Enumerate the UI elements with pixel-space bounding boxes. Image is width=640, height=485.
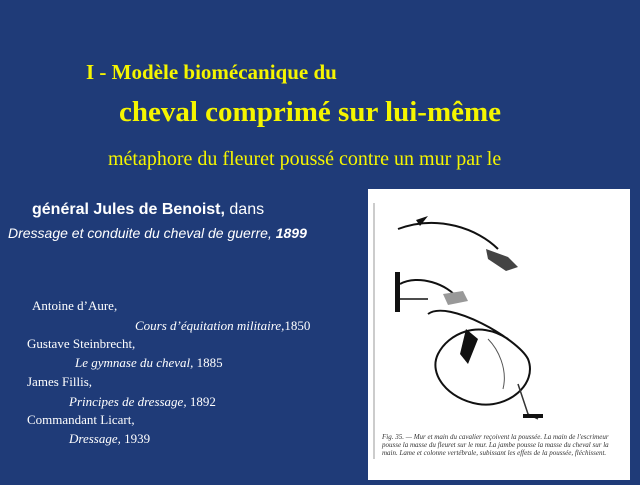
ref-work-1 [135, 318, 310, 334]
author-dans: dans [224, 201, 265, 218]
slide-title-line2: cheval comprimé sur lui-même [119, 96, 502, 128]
figure-illustration [368, 189, 630, 480]
ref-author-4: Commandant Licart, [27, 412, 135, 427]
ref-year-3: 1892 [186, 394, 216, 409]
slide-subtitle: métaphore du fleuret poussé contre un mur par le [108, 148, 502, 170]
horse-loop [428, 311, 530, 405]
upper-arc [398, 223, 498, 249]
hand-icon [486, 249, 518, 271]
slide-title-line1: I - Modèle biomécanique du [86, 60, 337, 84]
hand-middle-icon [443, 291, 468, 305]
ref-work-2 [75, 355, 223, 371]
ref-title-3: Principes de dressage, [69, 394, 187, 409]
ref-year-2: 1885 [193, 355, 223, 370]
ref-author-1: Antoine d’Aure, [32, 298, 118, 313]
ref-title-1: Cours d’équitation militaire, [135, 318, 285, 333]
author-work: Dressage et conduite du cheval de guerre, [8, 225, 272, 241]
ground-mark [523, 414, 543, 418]
horse-neck-icon [460, 329, 478, 364]
ref-year-4: 1939 [120, 431, 151, 446]
author-name: général Jules de Benoist, [32, 201, 225, 218]
author-work-line [8, 225, 307, 241]
ref-title-4: Dressage, [69, 431, 121, 446]
ref-title-2: Le gymnase du cheval, [75, 355, 194, 370]
ref-work-3 [69, 394, 216, 410]
horse-leg-line [488, 339, 504, 389]
wall-icon [395, 272, 400, 312]
ref-work-4 [69, 431, 150, 447]
ref-year-1: 1850 [284, 318, 311, 333]
author-year: 1899 [271, 225, 307, 241]
figure-caption: Fig. 35. — Mur et main du cavalier reçoivent la poussée. La main de l'escrimeur pousse la masse du fleuret sur le mur. La jambe pousse la masse du cheval sur la main. Lame et colonne vertébrale, subissant les effets de la poussée, fléchissent. [382, 433, 609, 457]
ref-author-2: Gustave Steinbrecht, [27, 336, 136, 351]
author-line [32, 201, 264, 219]
ref-author-3: James Fillis, [27, 374, 93, 389]
